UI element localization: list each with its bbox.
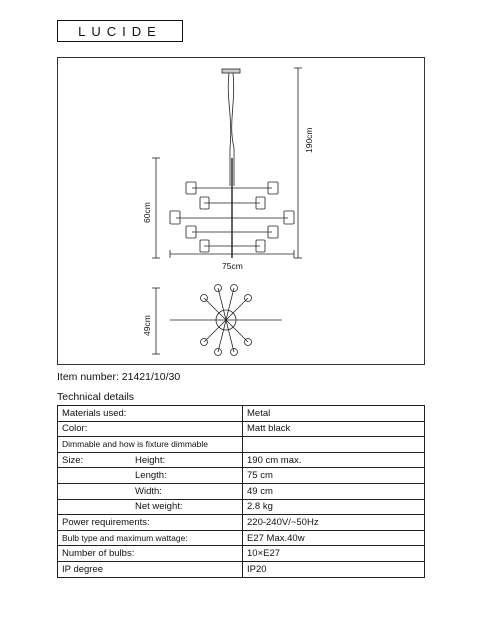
brand-logo (57, 20, 183, 42)
table-row (58, 530, 425, 546)
bulb-value: E27 Max.40w (243, 530, 425, 546)
table-row (58, 561, 425, 577)
power-label: Power requirements: (58, 515, 243, 531)
width-value: 49 cm (243, 483, 425, 499)
table-row (58, 406, 425, 422)
dim-body-height: 60cm (142, 202, 152, 223)
table-row (58, 437, 425, 453)
length-value: 75 cm (243, 468, 425, 484)
logo-text: LUCIDE (78, 23, 162, 39)
materials-label: Materials used: (58, 406, 243, 422)
table-row (58, 483, 425, 499)
lamp-technical-drawing (58, 58, 426, 366)
netweight-value: 2.8 kg (243, 499, 425, 515)
dimmable-value (243, 437, 425, 453)
dim-width: 75cm (222, 261, 243, 271)
netweight-label: Net weight: (135, 501, 183, 513)
ip-label: IP degree (58, 561, 243, 577)
specs-table (57, 405, 425, 578)
table-row (58, 499, 425, 515)
height-label: Height: (135, 454, 166, 466)
canopy (222, 69, 240, 73)
length-label: Length: (135, 470, 167, 482)
table-row (58, 468, 425, 484)
table-row (58, 452, 425, 468)
table-row (58, 515, 425, 531)
bulb-label: Bulb type and maximum wattage: (58, 530, 243, 546)
technical-details-title: Technical details (57, 391, 135, 403)
color-label: Color: (58, 421, 243, 437)
product-drawing (57, 57, 425, 365)
dimmable-label: Dimmable and how is fixture dimmable (58, 437, 243, 453)
color-value: Matt black (243, 421, 425, 437)
item-number: Item number: 21421/10/30 (57, 371, 181, 383)
dim-overall-height: 190cm (304, 127, 314, 153)
table-row (58, 421, 425, 437)
cable (228, 73, 231, 186)
height-value: 190 cm max. (243, 452, 425, 468)
power-value: 220-240V/~50Hz (243, 515, 425, 531)
numbulbs-value: 10×E27 (243, 546, 425, 562)
table-row (58, 546, 425, 562)
ip-value: IP20 (243, 561, 425, 577)
materials-value: Metal (243, 406, 425, 422)
size-label: Size: (62, 454, 84, 466)
dim-depth: 49cm (142, 315, 152, 336)
numbulbs-label: Number of bulbs: (58, 546, 243, 562)
width-label: Width: (135, 485, 162, 497)
